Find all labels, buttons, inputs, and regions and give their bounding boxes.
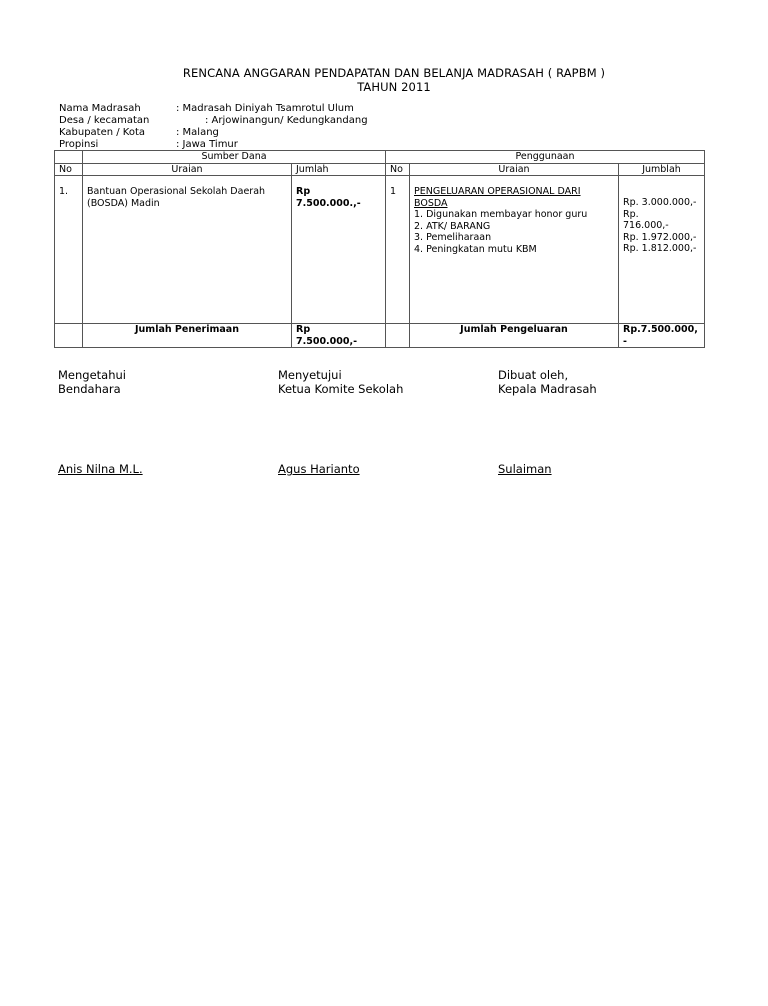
use-amounts	[619, 176, 705, 324]
info-label: Nama Madrasah	[59, 103, 141, 114]
signature-role-line2: Bendahara	[58, 382, 121, 396]
total-income-currency: Rp	[296, 324, 311, 335]
col-no-header: No	[55, 163, 83, 176]
total-income-value: 7.500.000,-	[296, 335, 358, 347]
use-no: 1	[386, 176, 410, 324]
total-income-amount	[292, 324, 386, 348]
source-description: Bantuan Operasional Sekolah Daerah (BOSDA) Madin	[83, 176, 292, 324]
signature-bendahara	[58, 368, 143, 476]
empty-cell	[55, 324, 83, 348]
source-amount-value: 7.500.000.,-	[296, 197, 361, 209]
info-label: Desa / kecamatan	[59, 115, 150, 126]
signature-komite	[278, 368, 404, 476]
info-label: Kabupaten / Kota	[59, 127, 146, 138]
use-item: 1. Digunakan membayar honor guru	[414, 209, 588, 220]
total-expense-label: Jumlah Pengeluaran	[410, 324, 619, 348]
use-item: 2. ATK/ BARANG	[414, 220, 491, 232]
table-total-row	[55, 324, 705, 348]
total-expense-value: Rp.7.500.000,	[623, 324, 698, 335]
info-value: : Jawa Timur	[176, 139, 238, 150]
use-heading: PENGELUARAN OPERASIONAL DARI BOSDA	[414, 186, 581, 209]
signature-role-line1: Dibuat oleh,	[498, 368, 569, 382]
total-expense-amount	[619, 324, 705, 348]
table-group-header-row	[55, 151, 705, 164]
col-uraian-header: Uraian	[83, 163, 292, 176]
document-year: TAHUN 2011	[357, 80, 431, 94]
use-amount: Rp.	[623, 208, 639, 220]
use-description	[410, 176, 619, 324]
info-label: Propinsi	[59, 139, 99, 150]
signature-role-line2: Kepala Madrasah	[498, 382, 597, 396]
col-uraian-header: Uraian	[410, 163, 619, 176]
info-value: : Arjowinangun/ Kedungkandang	[205, 115, 368, 126]
col-jumblah-header: Jumblah	[619, 163, 705, 176]
signature-role-line1: Menyetujui	[278, 368, 342, 382]
table-column-header-row	[55, 163, 705, 176]
signature-name: Anis Nilna M.L.	[58, 462, 143, 476]
use-item: 4. Peningkatan mutu KBM	[414, 243, 537, 255]
total-expense-suffix: -	[623, 335, 627, 347]
signature-role-line2: Ketua Komite Sekolah	[278, 382, 404, 396]
budget-table	[54, 150, 705, 348]
use-amount: Rp. 1.972.000,-	[623, 231, 697, 243]
col-jumlah-header: Jumlah	[292, 163, 386, 176]
signature-name: Agus Harianto	[278, 462, 360, 476]
source-amount-currency: Rp	[296, 186, 311, 197]
penggunaan-header: Penggunaan	[386, 151, 705, 164]
source-no: 1.	[55, 176, 83, 324]
use-amount: Rp. 3.000.000,-	[623, 197, 697, 208]
sumber-dana-header: Sumber Dana	[83, 151, 386, 164]
col-no-header: No	[386, 163, 410, 176]
signature-kepala	[498, 368, 597, 476]
info-value: : Madrasah Diniyah Tsamrotul Ulum	[176, 103, 354, 114]
use-amount: 716.000,-	[623, 220, 669, 231]
use-item: 3. Pemeliharaan	[414, 232, 492, 243]
use-amount: Rp. 1.812.000,-	[623, 243, 697, 254]
signature-name: Sulaiman	[498, 462, 552, 476]
document-title: RENCANA ANGGARAN PENDAPATAN DAN BELANJA MADRASAH ( RAPBM )	[182, 66, 606, 80]
table-row	[55, 176, 705, 324]
empty-cell	[55, 151, 83, 164]
empty-cell	[386, 324, 410, 348]
signature-role-line1: Mengetahui	[58, 368, 126, 382]
source-amount	[292, 176, 386, 324]
info-value: : Malang	[176, 127, 219, 138]
total-income-label: Jumlah Penerimaan	[83, 324, 292, 348]
